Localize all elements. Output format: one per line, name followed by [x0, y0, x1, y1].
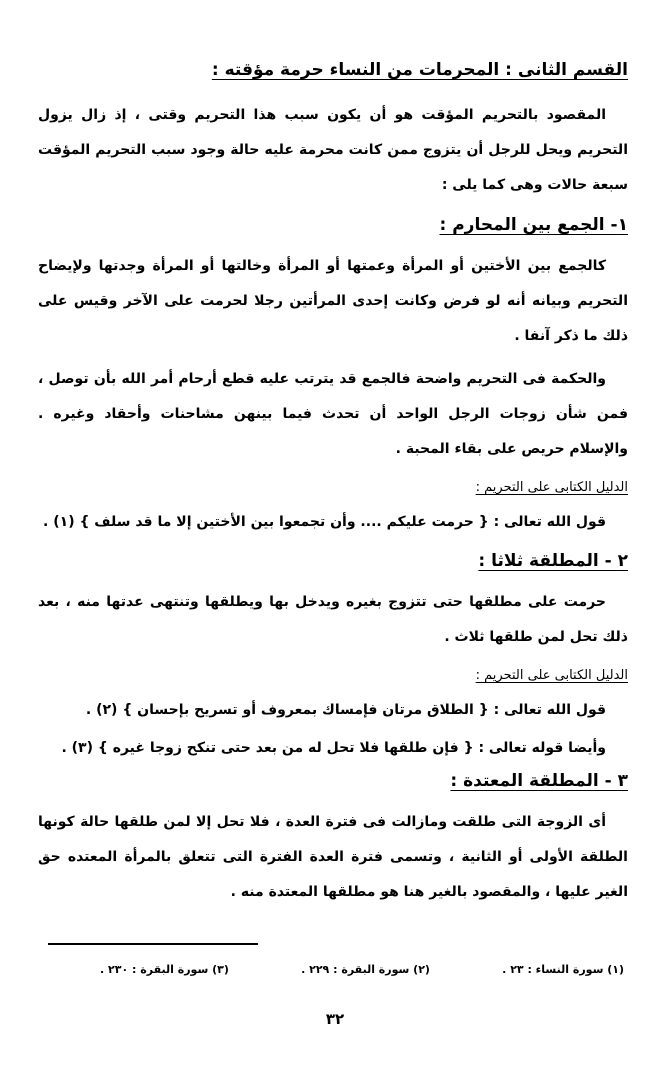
main-heading: القسم الثانى : المحرمات من النساء حرمة مؤقته : [211, 60, 628, 80]
section-1-heading: ١- الجمع بين المحارم : [439, 215, 628, 235]
quran-verse: { الطلاق مرتان فإمساك بمعروف أو تسريح بإحسان } [122, 702, 489, 718]
footnote-ref: (١) . [43, 514, 75, 530]
quote-prefix: قول الله تعالى : [493, 702, 606, 718]
footnote-divider [48, 943, 258, 945]
footnote-2: (٢) سورة البقرة : ٢٢٩ . [301, 963, 430, 976]
section-3-paragraph-1: أى الزوجة التى طلقت ومازالت فى فترة العدة ، فلا تحل إلا لمن طلقها حالة كونها الطلقة الأولى أو الثانية ، وتسمى فترة العدة الفترة التى تتعلق بالمرأة المعتده حق الغير عليها ، والمقصود بالغير هنا هو مطلقها المعتدة منه . [38, 814, 628, 900]
intro-paragraph: المقصود بالتحريم المؤقت هو أن يكون سبب هذا التحريم وقتى ، إذ زال يزول التحريم ويحل للرجل أن يتزوج ممن كانت محرمة عليه حالة وجود سبب التحريم المؤقت سبعة حالات وهى كما يلى : [38, 107, 628, 193]
section-2-heading: ٢ - المطلقة ثلاثا : [478, 551, 628, 571]
section-1-evidence-label: الدليل الكتابى على التحريم : [475, 480, 628, 495]
section-2-quote-2 [38, 731, 628, 765]
section-1-paragraph-1: كالجمع بين الأختين أو المرأة وعمتها أو المرأة وخالتها أو المرأة وجدتها ولإيضاح التحريم وبيانه أنه لو فرض وكانت إحدى المرأتين رجلا لحرمت على الآخر وقيس على ذلك ما ذكر آنفا . [38, 258, 628, 344]
section-1-quote [38, 505, 628, 539]
footnote-1: (١) سورة النساء : ٢٣ . [502, 963, 624, 976]
section-2-evidence-label: الدليل الكتابى على التحريم : [475, 668, 628, 683]
section-1-paragraph-2: والحكمة فى التحريم واضحة فالجمع قد يترتب عليه قطع أرحام أمر الله بأن توصل ، فمن شأن زوجات الرجل الواحد أن تحدث فيما بينهن مشاحنات وأحقاد وغيره . والإسلام حريص على بقاء المحبة . [38, 371, 628, 457]
page-number: ٣٢ [325, 1010, 345, 1028]
section-2-paragraph-1: حرمت على مطلقها حتى تتزوج بغيره ويدخل بها ويطلقها وتنتهى عدتها منه ، بعد ذلك تحل لمن طلقها ثلاث . [38, 594, 628, 645]
footnote-ref: (٣) . [61, 740, 93, 756]
quote-prefix: وأيضا قوله تعالى : [478, 740, 606, 756]
document-body [38, 52, 628, 910]
quran-verse: { حرمت عليكم .... وأن تجمعوا بين الأختين إلا ما قد سلف } [79, 514, 489, 530]
footnotes [40, 962, 630, 978]
quran-verse: { فإن طلقها فلا تحل له من بعد حتى تنكح زوجا غيره } [97, 740, 474, 756]
footnote-3: (٣) سورة البقرة : ٢٣٠ . [100, 963, 229, 976]
quote-prefix: قول الله تعالى : [493, 514, 606, 530]
footnote-ref: (٢) . [85, 702, 118, 718]
section-2-quote-1 [38, 693, 628, 727]
section-3-heading: ٣ - المطلقة المعتدة : [450, 771, 628, 791]
